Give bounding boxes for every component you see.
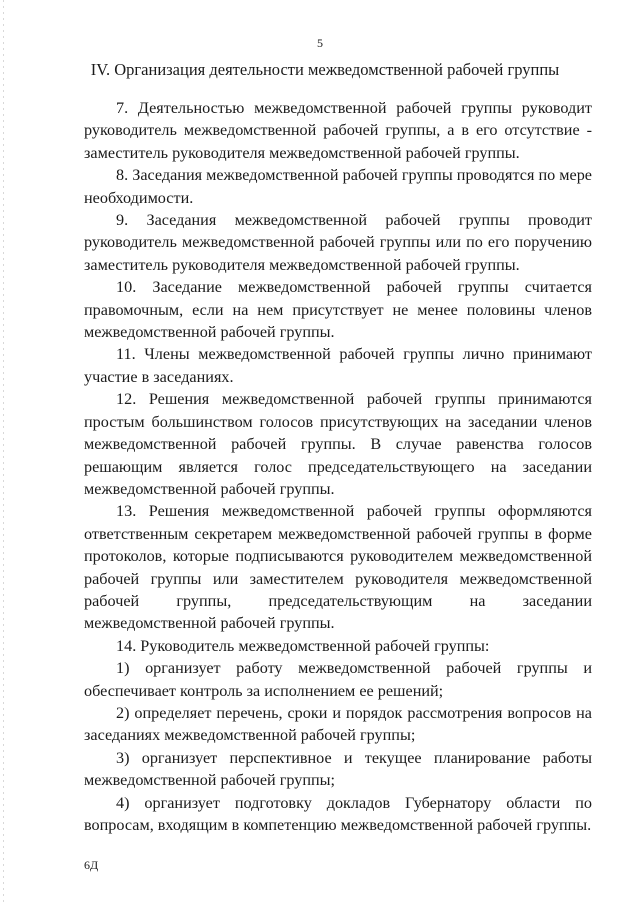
paragraph-9: 9. Заседания межведомственной рабочей группы проводит руководитель межведомственной рабочей группы или по его поручению заместитель руководителя межведомственной рабочей группы. bbox=[84, 211, 592, 274]
page-number: 5 bbox=[317, 36, 323, 50]
footer-code: 6Д bbox=[84, 858, 99, 872]
paragraph-7: 7. Деятельностью межведомственной рабочей группы руководит руководитель межведомственной рабочей группы, а в его отсутствие - заместитель руководителя межведомственной рабочей группы. bbox=[84, 99, 592, 162]
list-item-3: 3) организует перспективное и текущее планирование работы межведомственной рабочей группы; bbox=[84, 748, 592, 790]
paragraph-12: 12. Решения межведомственной рабочей группы принимаются простым большинством голосов присутствующих на заседании членов межведомственной рабочей группы. В случае равенства голосов решающим является голос председательствующего на заседании межведомственной рабочей группы. bbox=[84, 390, 592, 498]
paragraph-14: 14. Руководитель межведомственной рабочей группы: bbox=[116, 636, 490, 655]
paragraph-13: 13. Решения межведомственной рабочей группы оформляются ответственным секретарем межведомственной рабочей группы в форме протоколов, которые подписываются руководителем межведомственной рабочей группы или заместителем руководителя межведомственной рабочей группы, председательствующим на заседании межведомственной рабочей группы. bbox=[84, 502, 592, 633]
document-body bbox=[84, 97, 592, 836]
paragraph-10: 10. Заседание межведомственной рабочей группы считается правомочным, если на нем присутствует не менее половины членов межведомственной рабочей группы. bbox=[84, 278, 592, 342]
page-edge-scan-line bbox=[3, 0, 4, 905]
paragraph-8: 8. Заседания межведомственной рабочей группы проводятся по мере необходимости. bbox=[84, 166, 592, 207]
list-item-1: 1) организует работу межведомственной рабочей группы и обеспечивает контроль за исполнением ее решений; bbox=[84, 659, 592, 700]
section-heading: IV. Организация деятельности межведомственной рабочей группы bbox=[90, 60, 560, 79]
paragraph-11: 11. Члены межведомственной рабочей группы лично принимают участие в заседаниях. bbox=[84, 345, 592, 386]
list-item-2: 2) определяет перечень, сроки и порядок рассмотрения вопросов на заседаниях межведомственной рабочей группы; bbox=[84, 703, 592, 745]
list-item-4: 4) организует подготовку докладов Губернатору области по вопросам, входящим в компетенцию межведомственной рабочей группы. bbox=[84, 793, 592, 834]
